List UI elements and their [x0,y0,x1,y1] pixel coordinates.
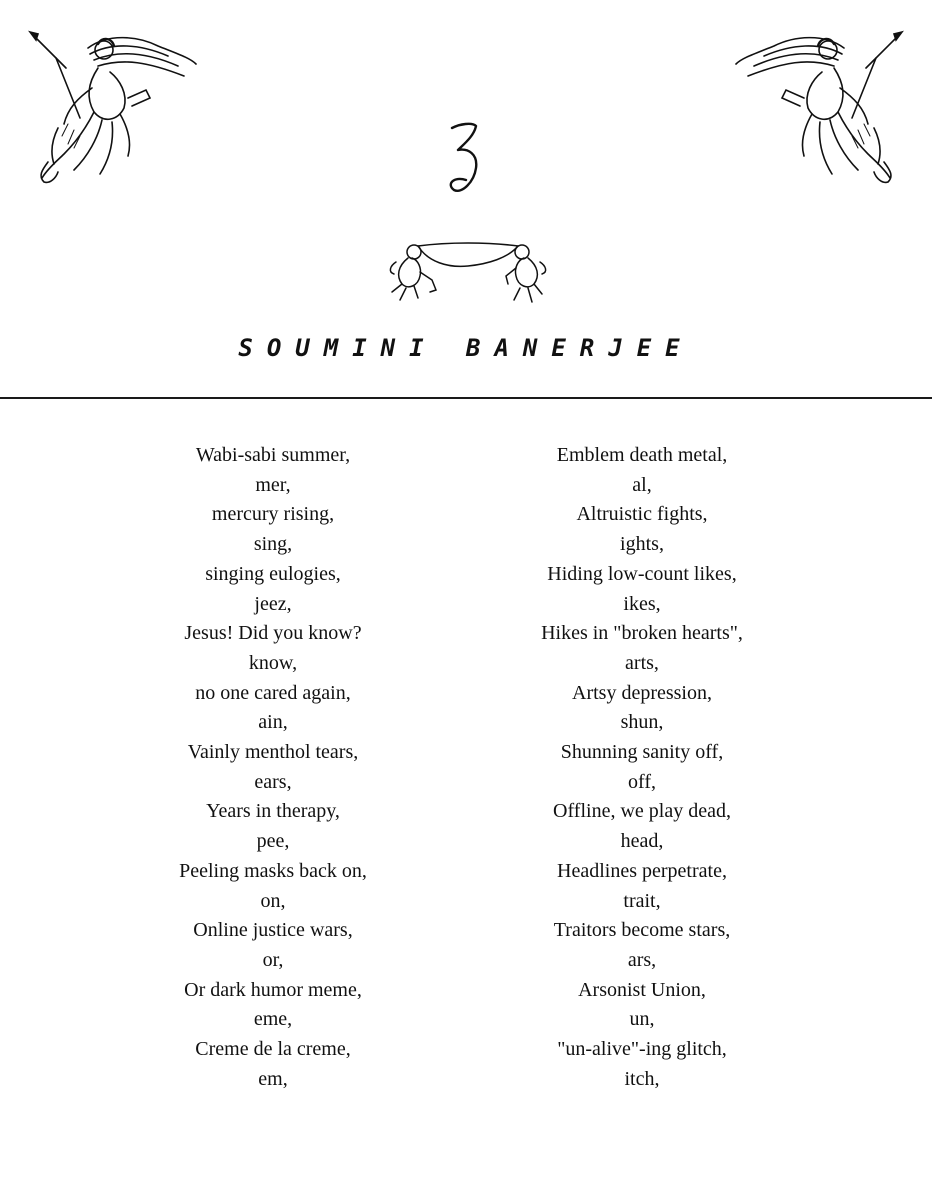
poem-line: eme, [253,1008,293,1031]
poem-line: itch, [624,1067,660,1090]
poem-line: Offline, we play dead, [553,800,731,823]
poem-line: un, [629,1008,655,1031]
poem-line: singing eulogies, [205,562,341,585]
poem-line: Emblem death metal, [556,444,728,466]
poem-line: pee, [256,830,290,853]
poem-line: ears, [254,770,292,793]
cherubs-with-banner-icon [388,232,548,306]
poem-line: Wabi-sabi summer, [195,444,351,466]
poem-line: Or dark humor meme, [184,978,362,1001]
divider [0,397,932,399]
poem-number [0,118,932,198]
poem-line: shun, [620,711,664,734]
poem-line: Headlines perpetrate, [557,859,727,882]
author-name: SOUMINI BANERJEE [238,334,694,362]
poem-line: ain, [258,711,288,734]
poem-line: off, [628,770,656,793]
poem-line: Vainly menthol tears, [187,741,359,764]
poem-line: Peeling masks back on, [179,859,367,882]
poem-line: ights, [620,533,664,556]
poem-line: know, [248,651,298,674]
poem-line: no one cared again, [195,681,351,704]
poem-line: Jesus! Did you know? [184,622,362,645]
poem-line: mer, [255,473,291,496]
poem-line: ars, [627,948,657,971]
poem-line: Artsy depression, [572,681,712,704]
poem-line: trait, [623,889,661,912]
poem-line: on, [260,889,286,912]
poem-left-column [123,441,423,1094]
poem-right-column [492,441,792,1094]
poem-line: al, [632,473,652,496]
poem-line: Creme de la creme, [195,1038,351,1061]
poem-line: mercury rising, [211,503,335,526]
poem-line: Shunning sanity off, [560,741,724,764]
poem-line: Hikes in "broken hearts", [541,622,743,645]
poem-line: Arsonist Union, [578,978,706,1001]
poem-line: Online justice wars, [193,919,353,942]
poem-line: "un-alive"-ing glitch, [557,1038,727,1061]
poem-line: jeez, [254,592,292,615]
poem-line: em, [258,1067,288,1090]
poem-line: arts, [625,651,659,674]
poem-line: head, [620,830,664,853]
poem-line: Altruistic fights, [576,503,708,526]
poem-number-glyph [436,118,496,198]
poem-line: ikes, [623,592,661,615]
poem-line: Years in therapy, [206,800,340,823]
poem-line: Hiding low-count likes, [547,562,737,585]
poem-line: sing, [253,533,293,556]
poem-line: or, [262,948,284,971]
poem-line: Traitors become stars, [553,919,731,942]
